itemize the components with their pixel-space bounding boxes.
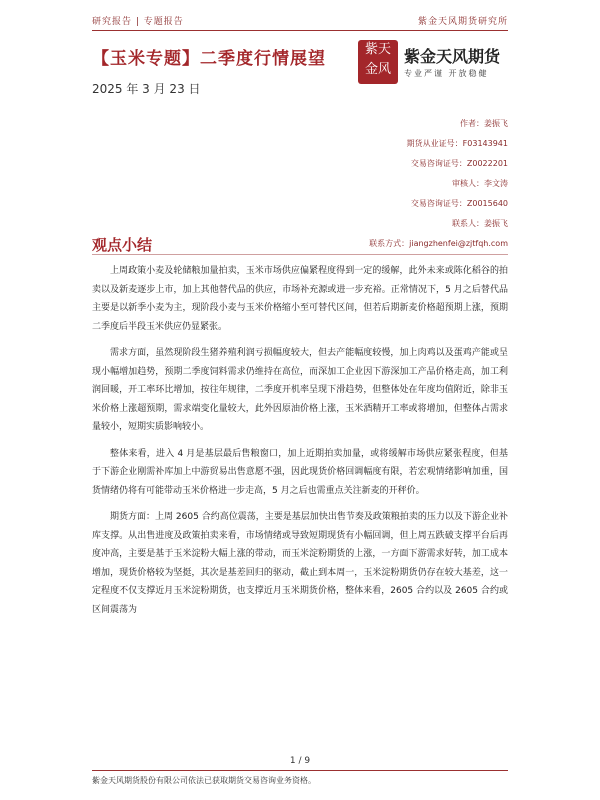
author-info xyxy=(369,114,508,254)
company-logo xyxy=(358,40,508,88)
reviewer: 审核人：李文涛 xyxy=(452,179,508,188)
footer-disclaimer: 紫金天风期货股份有限公司依法已获取期货交易咨询业务资格。 xyxy=(92,776,316,785)
header-institute: 紫金天风期货研究所 xyxy=(417,17,508,27)
header-divider xyxy=(92,30,508,31)
author: 作者：姜振飞 xyxy=(460,119,508,128)
contact-email[interactable]: 联系方式：jiangzhenfei@zjtfqh.com xyxy=(369,239,508,248)
contact-person: 联系人：姜振飞 xyxy=(452,219,508,228)
paragraph-supply: 上周政策小麦及轮储粮加量拍卖，玉米市场供应偏紧程度得到一定的缓解，此外未来或陈化稻谷的拍卖以及新麦逐步上市，加上其他替代品的供应，市场补充源或进一步充裕。正常情况下，5 月之后替代品主要是以新季小麦为主，现阶段小麦与玉米价格缩小至可替代区间，但若后期新麦价格超预期上涨，预期二季度后半段玉米供应仍显紧张。 xyxy=(92,266,508,332)
page-number: 1 / 9 xyxy=(289,756,311,766)
report-body xyxy=(92,262,508,627)
consult-number: 交易咨询证号：Z0022201 xyxy=(410,159,508,168)
section-divider xyxy=(92,254,508,255)
license-number: 期货从业证号：F03143941 xyxy=(406,139,508,148)
logo-company-name: 紫金天风期货 xyxy=(404,47,501,66)
footer-divider xyxy=(92,770,508,771)
paragraph-demand: 需求方面，虽然现阶段生猪养殖利润亏损幅度较大，但去产能幅度较慢，加上肉鸡以及蛋鸡产能或呈现小幅增加趋势，预期二季度饲料需求仍维持在高位，而深加工企业因下游深加工产品价格走高，加工利润回暖，开工率环比增加，按往年规律，二季度开机率呈现下滑趋势，但整体处在年度均值附近，除非玉米价格上涨超预期，需求端变化量较大，此外因原油价格上涨，玉米酒精开工率或将增加，但整体占需求量较小，短期实质影响较小。 xyxy=(92,348,508,432)
reviewer-consult-number: 交易咨询证号：Z0015640 xyxy=(410,199,508,208)
report-title: 【玉米专题】二季度行情展望 xyxy=(92,49,326,69)
header-category: 研究报告 | 专题报告 xyxy=(92,17,184,27)
report-date: 2025 年 3 月 23 日 xyxy=(92,82,201,96)
logo-slogan: 专业严谨 开放稳健 xyxy=(404,69,489,78)
paragraph-overall: 整体来看，进入 4 月是基层最后售粮窗口，加上近期拍卖加量，或将缓解市场供应紧张程度，但基于下游企业刚需补库加上中游贸易出售意愿不强，因此现货价格回调幅度有限，若宏观情绪影响加重，国货情绪仍将有可能带动玉米价格进一步走高，5 月之后也需重点关注新麦的开秤价。 xyxy=(92,448,508,496)
paragraph-futures: 期货方面：上周 2605 合约高位震荡，主要是基层加快出售节奏及政策粮拍卖的压力以及下游企业补库支撑。从出售进度及政策拍卖来看，市场情绪或导致短期现货有小幅回调，但上周五跌破支撑平台后再度冲高，主要是基于玉米淀粉大幅上涨的带动，而玉米淀粉期货的上涨，一方面下游需求好转，加工成本增加，现货价格较为坚挺，其次是基差回归的驱动，截止到本周一，玉米淀粉期货仍存在较大基差，这一定程度不仅支撑近月玉米淀粉期货，也支撑近月玉米期货价格，整体来看，2605 合约以及 2605 合约或区间震荡为 xyxy=(92,512,508,615)
section-heading: 观点小结 xyxy=(92,236,153,254)
logo-seal-icon: 紫天 金风 xyxy=(358,40,398,84)
